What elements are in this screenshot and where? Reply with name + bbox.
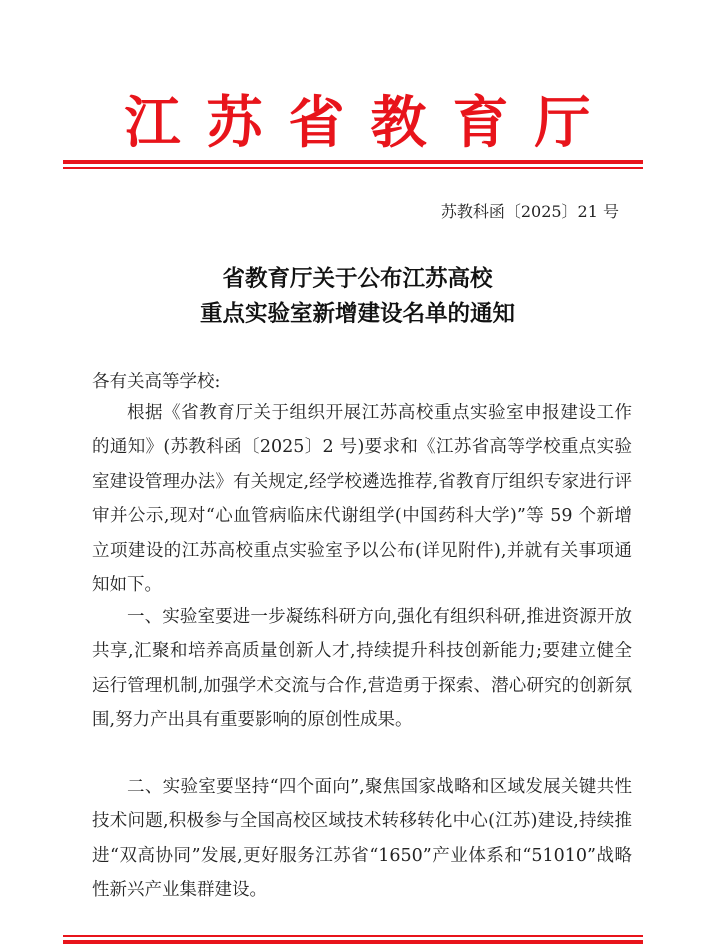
notice-title-line-1: 省教育厅关于公布江苏高校 — [222, 266, 493, 292]
body-paragraph-intro: 根据《省教育厅关于组织开展江苏高校重点实验室申报建设工作的通知》(苏教科函〔2025〕2 号)要求和《江苏省高等学校重点实验室建设管理办法》有关规定,经学校遴选推荐,省教育厅组织专家进行评审并公示,现对“心血管病临床代谢组学(中国药科大学)”等 59 个新增立项建设的江苏高校重点实验室予以公布(详见附件),并就有关事项通知如下。 — [92, 403, 632, 596]
body-paragraph-item-2: 二、实验室要坚持“四个面向”,聚焦国家战略和区域发展关键共性技术问题,积极参与全国高校区域技术转移转化中心(江苏)建设,持续推进“双高协同”发展,更好服务江苏省“1650”产业体系和“51010”战略性新兴产业集群建设。 — [92, 777, 632, 901]
body-paragraph-item-1: 一、实验室要进一步凝练科研方向,强化有组织科研,推进资源开放共享,汇聚和培养高质量创新人才,持续提升科技创新能力;要建立健全运行管理机制,加强学术交流与合作,营造勇于探索、潜心研究的创新氛围,努力产出具有重要影响的原创性成果。 — [92, 607, 632, 731]
header-rule-thin — [63, 167, 643, 169]
salutation: 各有关高等学校: — [92, 372, 221, 392]
footer-rule-thin — [63, 935, 643, 937]
masthead-title: 江苏省教育厅 — [124, 90, 617, 156]
notice-title-line-2: 重点实验室新增建设名单的通知 — [199, 301, 515, 327]
header-rule-thick — [63, 160, 643, 164]
document-number: 苏教科函〔2025〕21 号 — [440, 202, 619, 221]
footer-rule-thick — [63, 940, 643, 944]
